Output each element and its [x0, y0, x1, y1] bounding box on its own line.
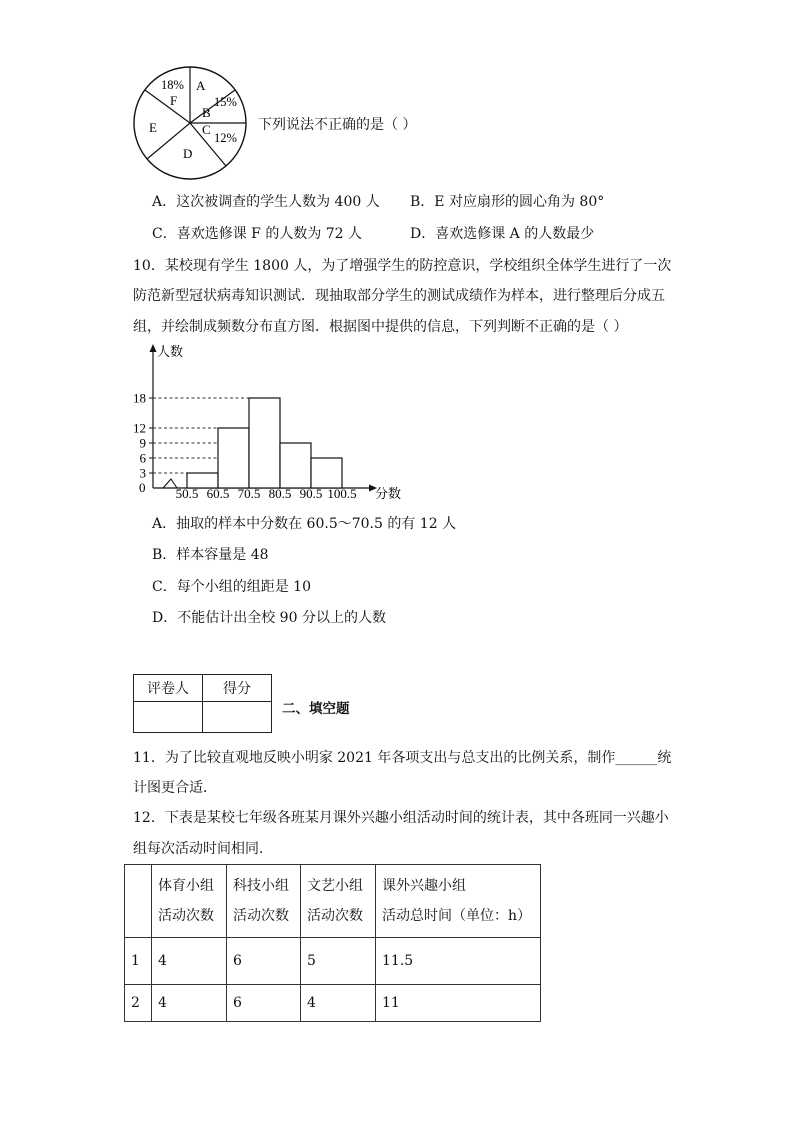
x-tick-label: 90.5	[299, 486, 323, 501]
histogram-bar	[311, 458, 342, 488]
table-row	[125, 985, 541, 1022]
q9-option-a: A．这次被调查的学生人数为 400 人	[152, 194, 380, 210]
pie-percent-b: 15%	[214, 95, 237, 109]
table-cell: 4	[301, 985, 376, 1022]
pie-percent-f: 18%	[161, 78, 184, 92]
pie-divider	[145, 90, 190, 123]
q10-option-a: A．抽取的样本中分数在 60.5～70.5 的有 12 人	[152, 516, 457, 532]
histogram-bar	[280, 443, 311, 488]
y-tick-label: 9	[139, 435, 146, 451]
table-cell: 6	[227, 985, 301, 1022]
header-line: 活动次数	[158, 908, 214, 924]
table-cell: 2	[125, 985, 152, 1022]
table-row	[125, 938, 541, 985]
grader-box	[133, 674, 272, 733]
section-title: 二、填空题	[282, 701, 350, 717]
reviewer-label: 评卷人	[134, 675, 203, 702]
table-cell: 4	[152, 938, 227, 985]
header-cell-total	[376, 865, 541, 938]
q9-option-b: B．E 对应扇形的圆心角为 80°	[410, 194, 605, 210]
table-cell: 11.5	[376, 938, 541, 985]
pie-percent-c: 12%	[214, 131, 237, 145]
q9-option-c: C．喜欢选修课 F 的人数为 72 人	[152, 226, 363, 242]
header-line: 科技小组	[233, 878, 289, 894]
table-cell: 5	[301, 938, 376, 985]
q12-line-1: 12．下表是某校七年级各班某月课外兴趣小组活动时间的统计表，其中各班同一兴趣小	[133, 810, 669, 826]
q9-option-d: D．喜欢选修课 A 的人数最少	[410, 226, 595, 242]
histogram	[125, 340, 415, 508]
y-axis-arrow	[150, 344, 157, 352]
origin-label: 0	[139, 480, 146, 495]
table-cell: 4	[152, 985, 227, 1022]
q12-line-2: 组每次活动时间相同．	[133, 841, 273, 857]
pie-label-d: D	[183, 146, 193, 161]
pie-label-b: B	[202, 105, 211, 120]
x-tick-label: 50.5	[175, 486, 199, 501]
pie-label-e: E	[149, 120, 157, 135]
q11-line-2: 计图更合适．	[133, 780, 217, 796]
histogram-bar	[218, 428, 249, 488]
q10-line-2: 防范新型冠状病毒知识测试．现抽取部分学生的测试成绩作为样本，进行整理后分成五	[133, 288, 665, 304]
pie-label-f: F	[170, 93, 178, 108]
histogram-bar	[249, 398, 280, 488]
q10-option-d: D．不能估计出全校 90 分以上的人数	[152, 610, 386, 626]
q10-option-c: C．每个小组的组距是 10	[152, 579, 311, 595]
header-line: 活动次数	[307, 908, 363, 924]
header-line: 活动总时间（单位：h）	[382, 908, 532, 924]
y-tick-label: 3	[139, 465, 146, 481]
pie-chart	[130, 65, 255, 190]
x-axis-label: 分数	[375, 486, 402, 501]
x-tick-label: 70.5	[237, 486, 261, 501]
q10-option-b: B．样本容量是 48	[152, 547, 269, 563]
header-cell-sports	[152, 865, 227, 938]
score-cell	[203, 702, 272, 733]
y-tick-label: 12	[133, 420, 146, 436]
header-line: 活动次数	[233, 908, 289, 924]
reviewer-cell	[134, 702, 203, 733]
header-cell-tech	[227, 865, 301, 938]
header-line: 课外兴趣小组	[382, 878, 466, 894]
pie-label-c: C	[202, 122, 211, 137]
header-cell-index	[125, 865, 152, 938]
q9-stem: 下列说法不正确的是（ ）	[258, 117, 417, 133]
table-header-row	[125, 865, 541, 938]
q11-line-1: 11．为了比较直观地反映小明家 2021 年各项支出与总支出的比例关系，制作______统	[133, 750, 672, 766]
y-tick-label: 18	[133, 390, 146, 406]
table-cell: 11	[376, 985, 541, 1022]
table-cell: 1	[125, 938, 152, 985]
x-tick-label: 100.5	[327, 486, 357, 501]
score-label: 得分	[203, 675, 272, 702]
y-tick-label: 6	[139, 450, 146, 466]
y-axis-label: 人数	[157, 344, 184, 359]
x-tick-label: 60.5	[206, 486, 230, 501]
q10-line-3: 组，并绘制成频数分布直方图．根据图中提供的信息，下列判断不正确的是（ ）	[133, 319, 628, 335]
header-line: 体育小组	[158, 878, 214, 894]
x-tick-label: 80.5	[268, 486, 292, 501]
pie-label-a: A	[196, 78, 206, 93]
header-cell-art	[301, 865, 376, 938]
q10-line-1: 10．某校现有学生 1800 人，为了增强学生的防控意识，学校组织全体学生进行了一次	[133, 258, 672, 274]
table-cell: 6	[227, 938, 301, 985]
header-line: 文艺小组	[307, 878, 363, 894]
activity-table	[124, 864, 541, 1022]
